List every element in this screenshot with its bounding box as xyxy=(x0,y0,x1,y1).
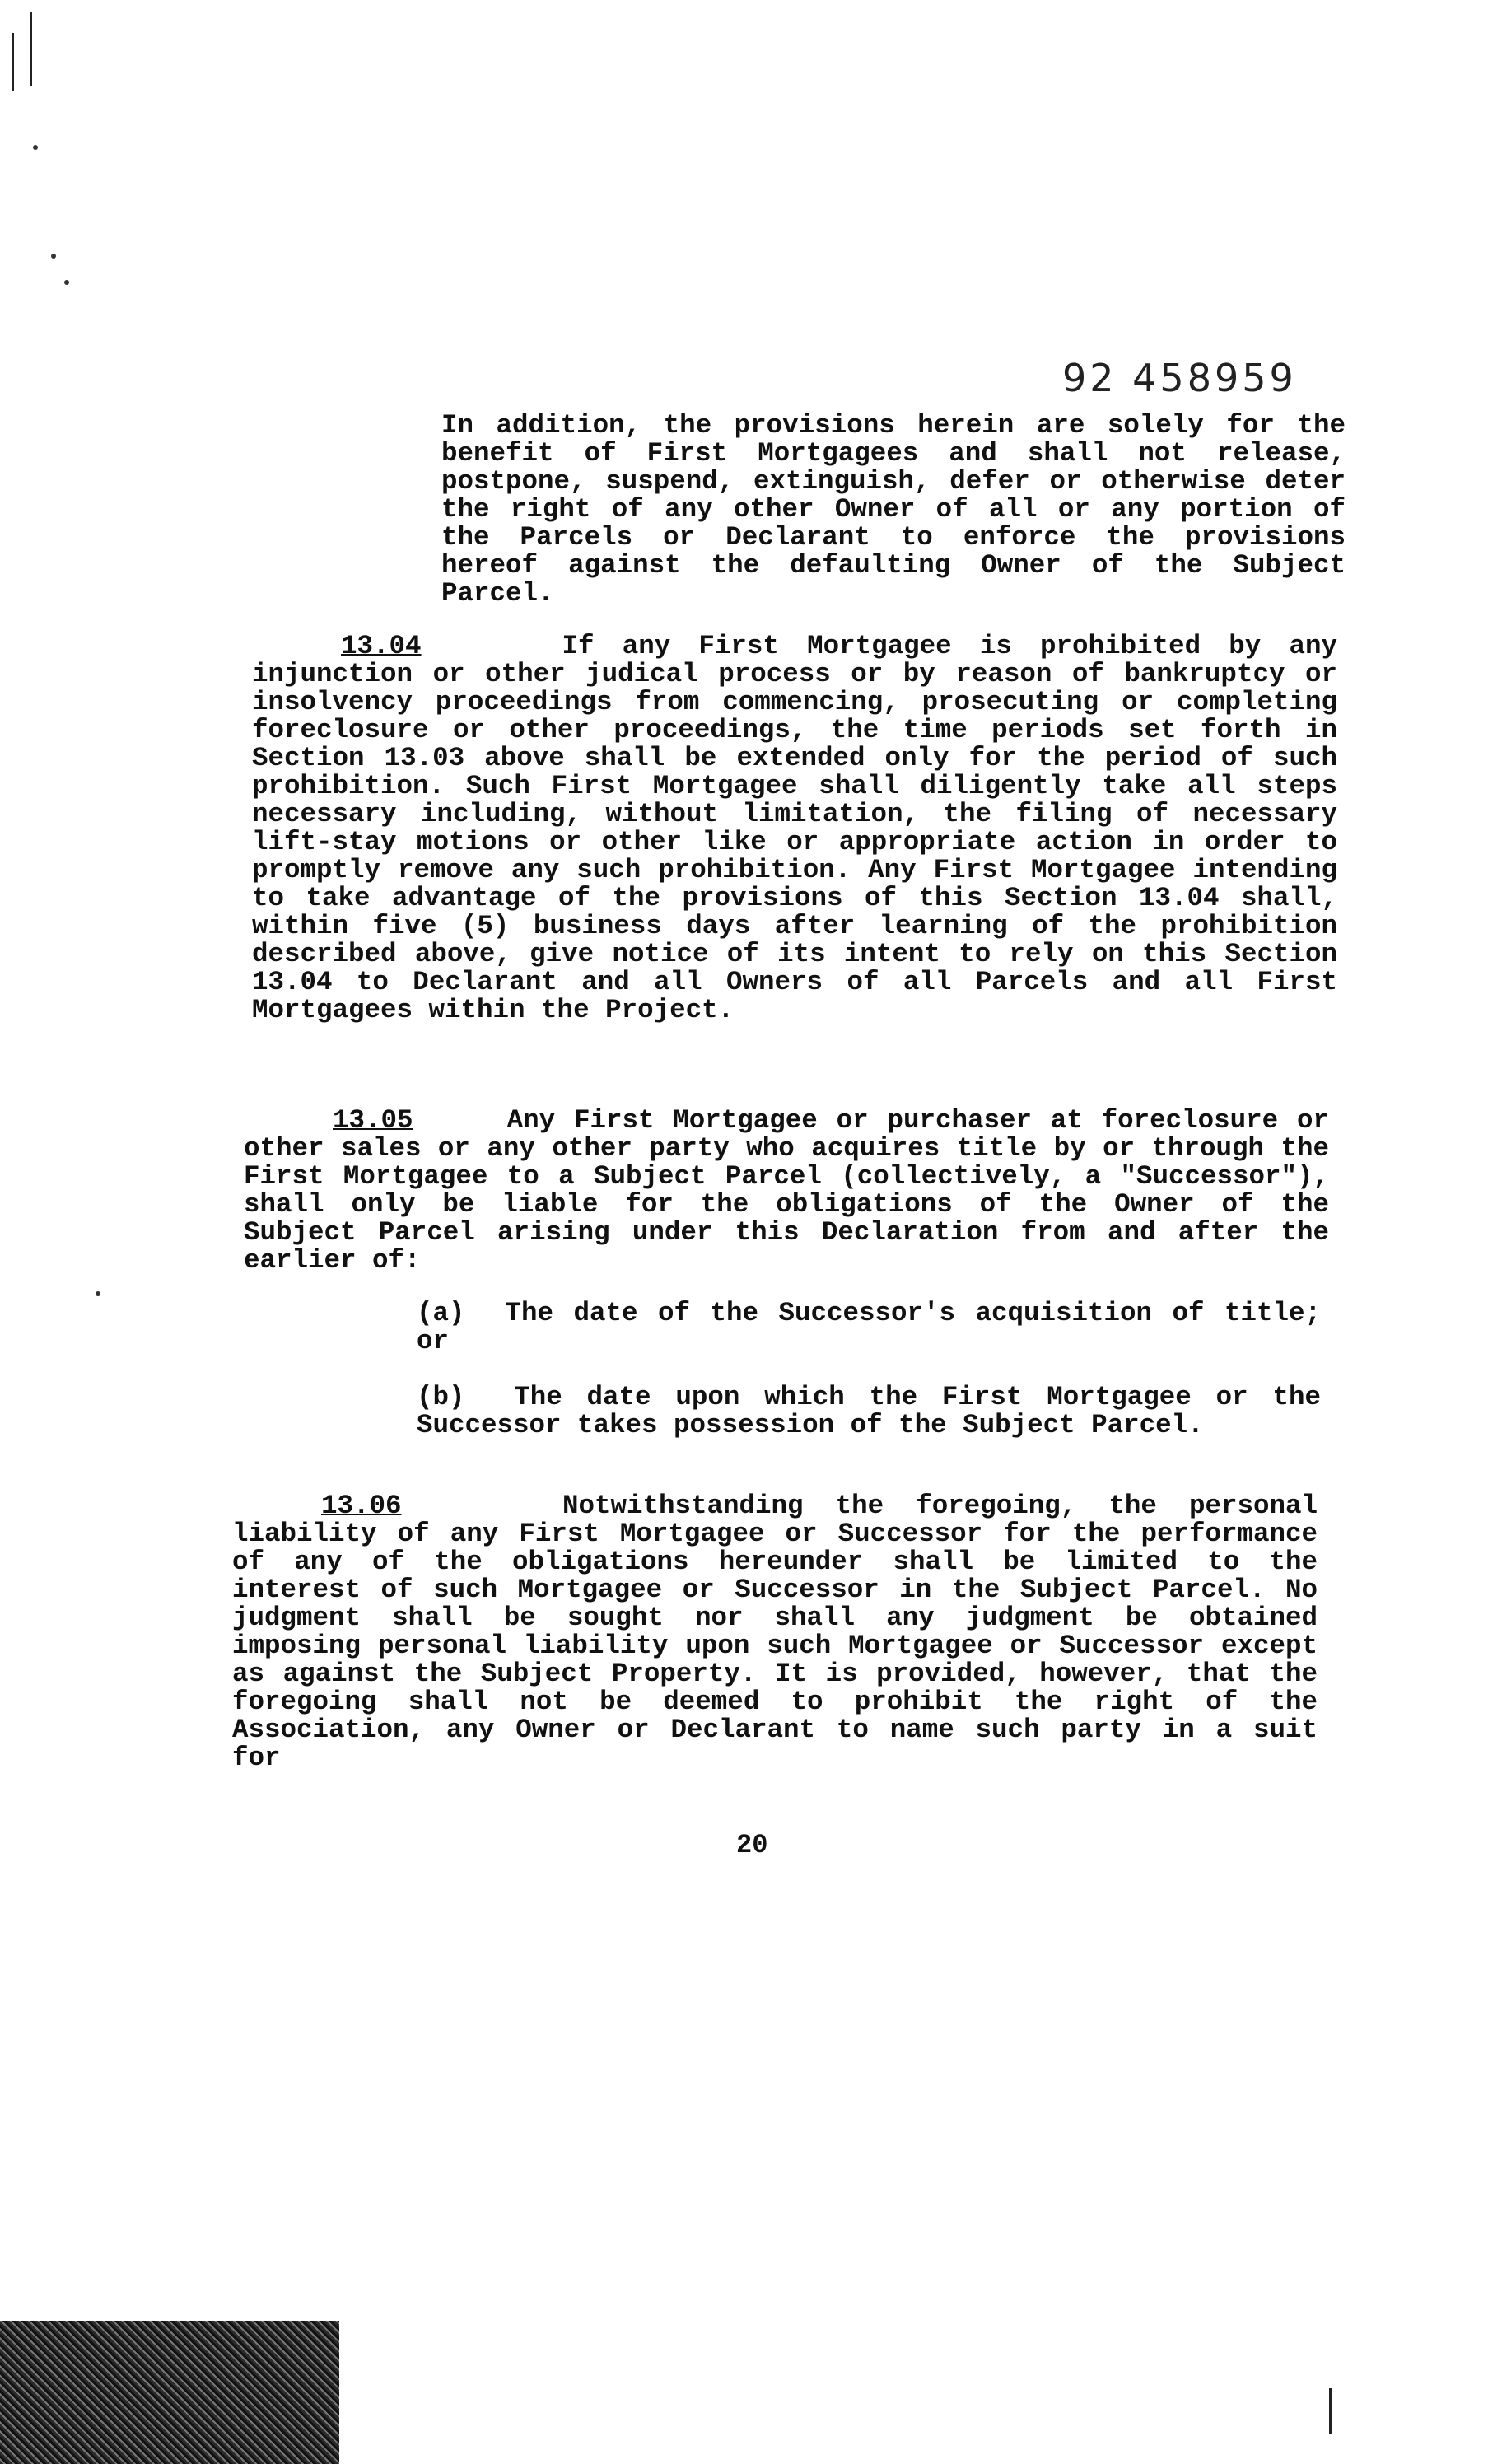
scan-speck xyxy=(51,254,56,259)
list-item-text: The date upon which the First Mortgagee or the Successor takes possession of the Subject Parcel. xyxy=(417,1382,1321,1440)
page-number: 20 xyxy=(736,1830,768,1860)
section-13-05 xyxy=(244,1107,1329,1275)
section-text: Notwithstanding the foregoing, the personal liability of any First Mortgagee or Successor for the performance of any of the obligations hereunder shall be limited to the interest of such Mortgagee or Successor in the Subject Parcel. No judgment shall be sought nor shall any judgment be obtained imposing personal liability upon such Mortgagee or Successor except as against the Subject Property. It is provided, however, that the foregoing shall not be deemed to prohibit the right of the Association, any Owner or Declarant to name such party in a suit for xyxy=(232,1491,1318,1773)
section-number: 13.06 xyxy=(321,1491,402,1521)
section-number: 13.05 xyxy=(333,1105,413,1136)
scan-speck xyxy=(33,145,38,150)
scan-edge-mark xyxy=(1329,2388,1332,2434)
list-item-a xyxy=(417,1300,1321,1356)
list-item-label: (b) xyxy=(417,1382,465,1412)
scan-edge-mark xyxy=(30,12,32,86)
document-number: 92 458959 xyxy=(1062,356,1297,400)
scan-edge-mark xyxy=(12,33,14,91)
scan-noise-strip xyxy=(0,2321,339,2464)
section-text: Any First Mortgagee or purchaser at foreclosure or other sales or any other party who acquires title by or through the First Mortgagee to a Subject Parcel (collectively, a "Successor"), shall only be liable for the obligations of the Owner of the Subject Parcel arising under this Declaration from and after the earlier of: xyxy=(244,1105,1329,1276)
section-number: 13.04 xyxy=(341,631,422,661)
section-13-04 xyxy=(252,632,1337,1024)
list-item-b xyxy=(417,1384,1321,1440)
section-text: If any First Mortgagee is prohibited by any injunction or other judical process or by reason of bankruptcy or insolvency proceedings from commencing, prosecuting or completing foreclosure or other proceedings, the time periods set forth in Section 13.03 above shall be extended only for the period of such prohibition. Such First Mortgagee shall diligently take all steps necessary including, without limitation, the filing of necessary lift-stay motions or other like or appropriate action in order to promptly remove any such prohibition. Any First Mortgagee intending to take advantage of the provisions of this Section 13.04 shall, within five (5) business days after learning of the prohibition described above, give notice of its intent to rely on this Section 13.04 to Declarant and all Owners of all Parcels and all First Mortgagees within the Project. xyxy=(252,631,1337,1025)
scan-speck xyxy=(64,280,69,285)
list-item-label: (a) xyxy=(417,1298,465,1328)
list-item-text: The date of the Successor's acquisition of title; or xyxy=(417,1298,1321,1356)
paragraph-intro xyxy=(441,412,1346,608)
scan-speck xyxy=(96,1291,100,1296)
paragraph-intro-text: In addition, the provisions herein are solely for the benefit of First Mortgagees and shall not release, postpone, suspend, extinguish, defer or otherwise deter the right of any other Owner of all or any portion of the Parcels or Declarant to enforce the provisions hereof against the defaulting Owner of the Subject Parcel. xyxy=(441,410,1346,609)
section-13-06 xyxy=(232,1492,1318,1772)
